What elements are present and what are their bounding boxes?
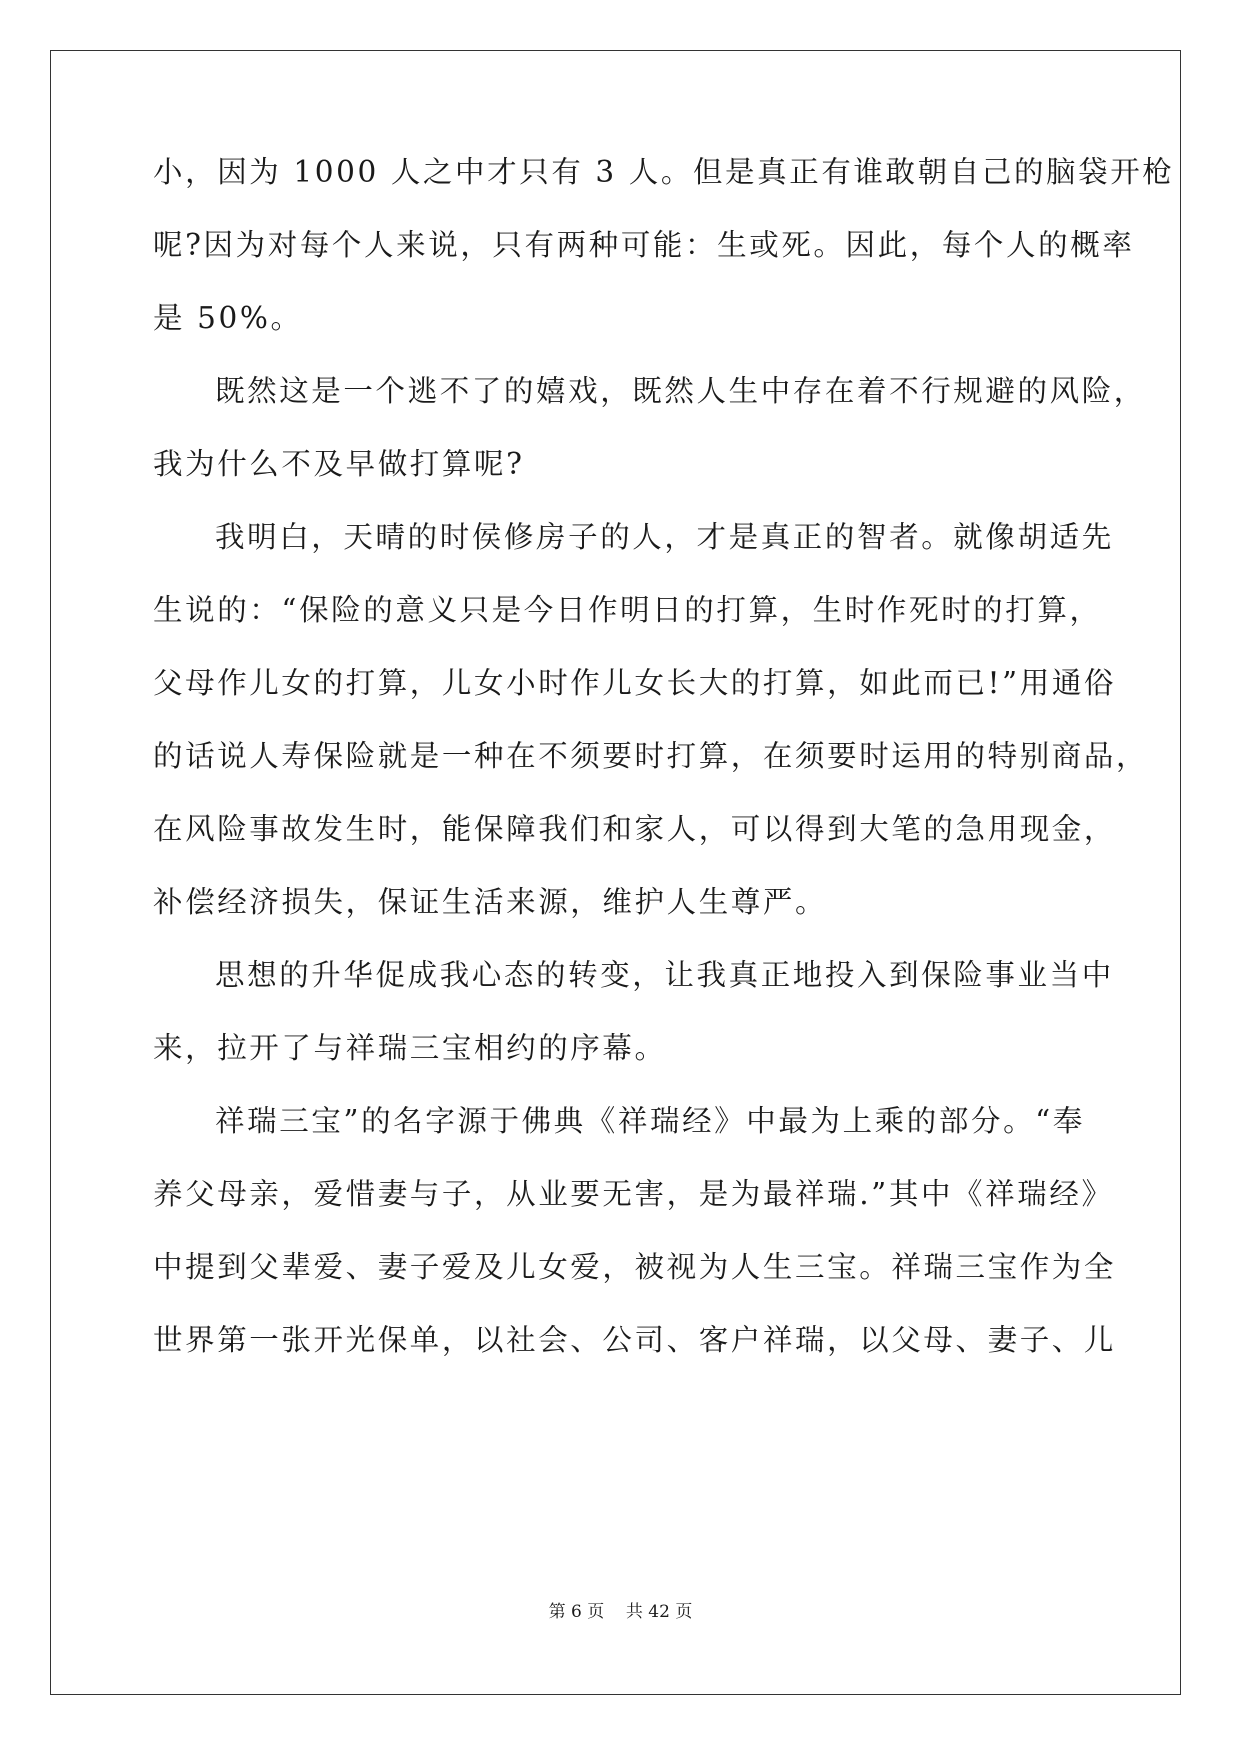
text-line: 在风险事故发生时，能保障我们和家人，可以得到大笔的急用现金， xyxy=(153,812,1117,846)
text-line: 呢?因为对每个人来说，只有两种可能：生或死。因此，每个人的概率 xyxy=(153,228,1135,262)
text-line: 中提到父辈爱、妻子爱及儿女爱，被视为人生三宝。祥瑞三宝作为全 xyxy=(153,1250,1117,1284)
page-number-footer: 第 6 页 共 42 页 xyxy=(548,1602,693,1622)
text-line: 我为什么不及早做打算呢? xyxy=(153,447,525,481)
paragraph-start-line: 思想的升华促成我心态的转变，让我真正地投入到保险事业当中 xyxy=(215,958,1114,992)
text-line: 小，因为 1000 人之中才只有 3 人。但是真正有谁敢朝自己的脑袋开枪 xyxy=(153,155,1175,189)
text-line: 是 50%。 xyxy=(153,301,303,335)
paragraph-start-line: 我明白，天晴的时侯修房子的人，才是真正的智者。就像胡适先 xyxy=(215,520,1114,554)
paragraph-start-line: 既然这是一个逃不了的嬉戏，既然人生中存在着不行规避的风险， xyxy=(215,374,1146,408)
text-line: 养父母亲，爱惜妻与子，从业要无害，是为最祥瑞.”其中《祥瑞经》 xyxy=(153,1177,1114,1211)
text-line: 的话说人寿保险就是一种在不须要时打算，在须要时运用的特别商品， xyxy=(153,739,1149,773)
text-line: 补偿经济损失，保证生活来源，维护人生尊严。 xyxy=(153,885,828,919)
text-line: 生说的：“保险的意义只是今日作明日的打算，生时作死时的打算， xyxy=(153,593,1102,627)
text-line: 来，拉开了与祥瑞三宝相约的序幕。 xyxy=(153,1031,667,1065)
text-line: 父母作儿女的打算，儿女小时作儿女长大的打算，如此而已!”用通俗 xyxy=(153,666,1117,700)
text-line: 世界第一张开光保单，以社会、公司、客户祥瑞，以父母、妻子、儿 xyxy=(153,1323,1117,1357)
paragraph-start-line: 祥瑞三宝”的名字源于佛典《祥瑞经》中最为上乘的部分。“奉 xyxy=(215,1104,1085,1138)
page-border xyxy=(50,50,1181,1695)
